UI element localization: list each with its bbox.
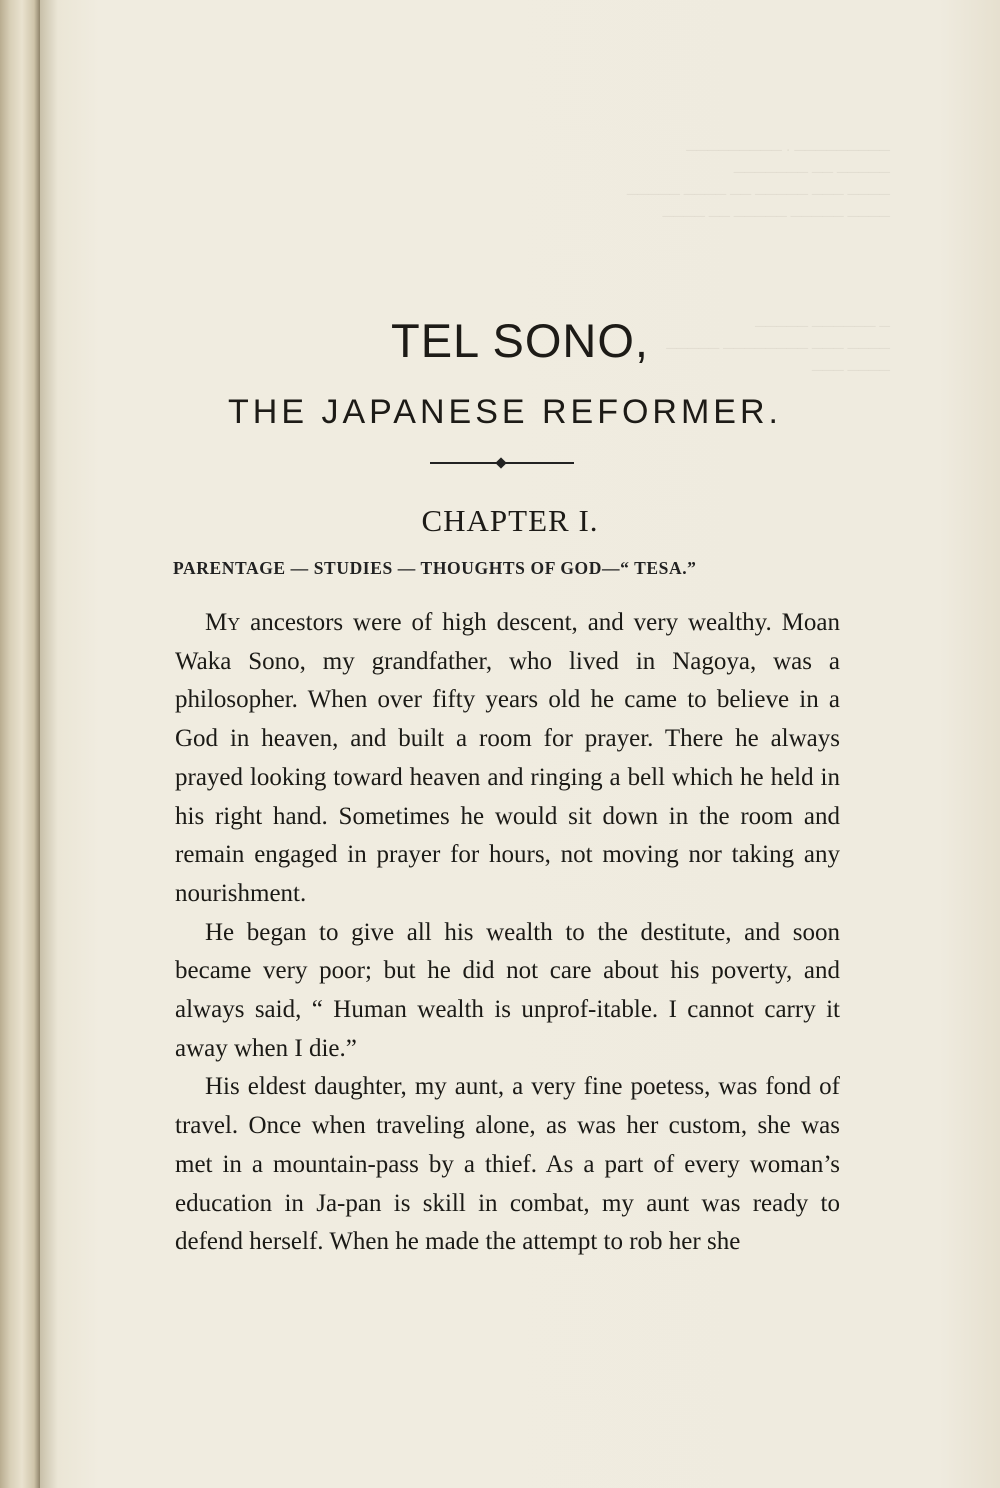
ornamental-diamond-icon [495,457,506,468]
chapter-heading: CHAPTER I. [421,503,599,538]
paragraph [175,914,840,1069]
book-title: TEL SONO, [391,314,649,367]
chapter-summary: PARENTAGE — STUDIES — THOUGHTS OF GOD—“ TESA.” [173,558,697,578]
paragraph-text: ancestors were of high descent, and very wealthy. Moan Waka Sono, my grandfather, who lived in Nagoya, was a philosopher. When over fifty years old he came to believe in a God in heaven, and built a room for prayer. There he always prayed looking toward heaven and ringing a bell which he held in his right hand. Sometimes he would sit down in the room and remain engaged in prayer for hours, not moving nor taking any nourishment. [175,609,840,907]
paragraph-text: His eldest daughter, my aunt, a very fine poetess, was fond of travel. Once when traveling alone, as was her custom, she was met in a mountain-pass by a thief. As a part of every woman’s education in Ja-pan is skill in combat, my aunt was ready to defend herself. When he made the attempt to rob her she [175,1073,840,1256]
paragraph [175,1068,840,1262]
book-subtitle: THE JAPANESE REFORMER. [228,393,782,431]
paragraph [175,604,840,914]
paragraph-text: He began to give all his wealth to the destitute, and soon became very poor; but he did not care about his poverty, and always said, “ Human wealth is unprof-itable. I cannot carry it away when I die.” [175,918,840,1062]
show-through-text: ───────── · ───────── ───── ── ─────── ──── ─── ───── ── ──── ───── ──── ───── ───── ── ──── ─ ────── ───── ──── ─── ──────── ───── ──── ─── [626,143,890,379]
chapter-body [175,604,840,1262]
paragraph-lead: My [205,609,241,636]
